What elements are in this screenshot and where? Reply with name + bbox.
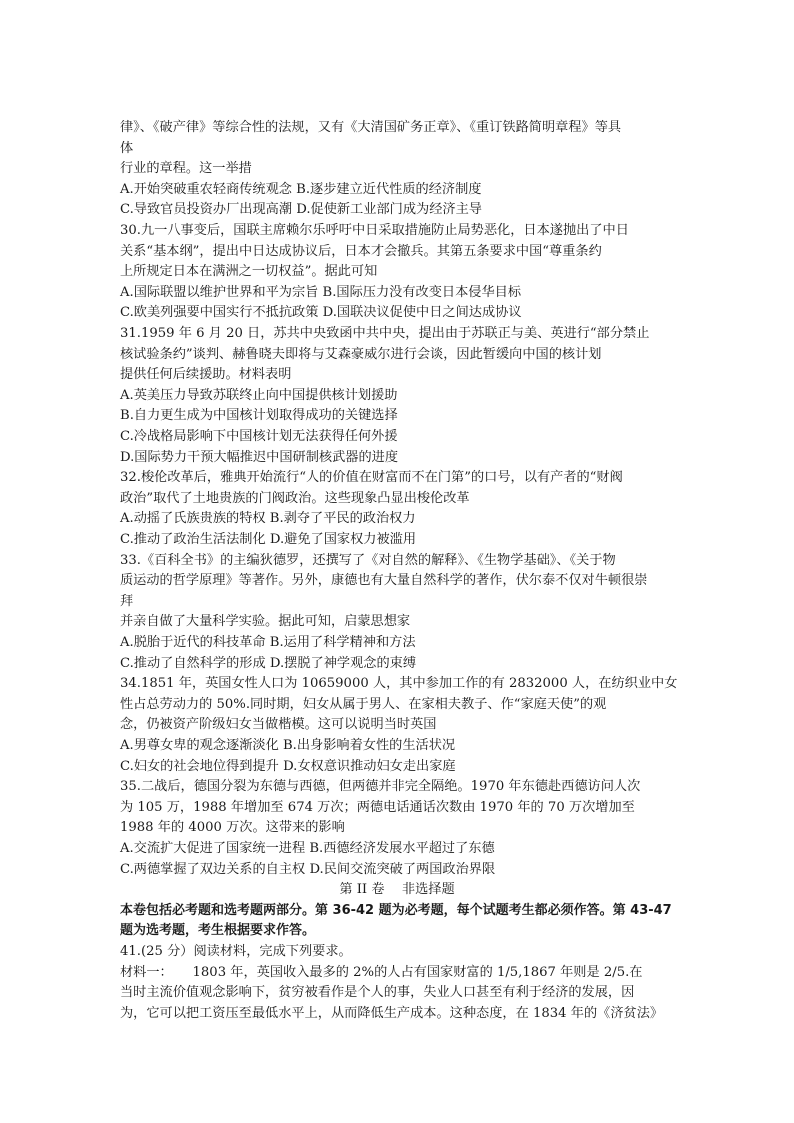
text-line: C.推动了自然科学的形成 D.摆脱了神学观念的束缚 [120, 655, 417, 671]
text-line: C.两德掌握了双边关系的自主权 D.民间交流突破了两国政治界限 [120, 861, 496, 877]
text-line: 41.(25 分）阅读材料，完成下列要求。 [120, 944, 352, 959]
text-line: 32.梭伦改革后，雅典开始流行“人的价值在财富而不在门第”的口号，以有产者的“财阀 [120, 470, 623, 486]
text-line: A.脱胎于近代的科技革命 B.运用了科学精神和方法 [120, 635, 416, 650]
text-line: 题为选考题，考生根据要求作答。 [120, 923, 316, 939]
text-line: 体 [120, 140, 134, 156]
text-line: 核试验条约”谈判、赫鲁晓夫即将与艾森豪威尔进行会谈，因此暂缓向中国的核计划 [120, 346, 602, 362]
text-line: B.自力更生成为中国核计划取得成功的关键选择 [120, 408, 398, 424]
text-line: C.妇女的社会地位得到提升 D.女权意识推动妇女走出家庭 [120, 758, 456, 774]
text-line: 行业的章程。这一举措 [120, 161, 252, 177]
text-line: 当时主流价值观念影响下，贫穷被看作是个人的事，失业人口甚至有利于经济的发展，因 [120, 985, 635, 1001]
text-line: 念，仍被资产阶级妇女当做楷模。这可以说明当时英国 [120, 717, 437, 733]
text-line: A.英美压力导致苏联终止向中国提供核计划援助 [120, 387, 398, 403]
text-line: 33.《百科全书》的主编狄德罗，还撰写了《对自然的解释》、《生物学基础》、《关于物 [120, 552, 616, 568]
text-line: C.冷战格局影响下中国核计划无法获得任何外援 [120, 429, 398, 444]
text-line: 性占总劳动力的 50%.同时期，妇女从属于男人、在家相夫教子、作“家庭天使”的观 [120, 696, 607, 712]
text-line: A.动摇了氏族贵族的特权 B.剥夺了平民的政治权力 [120, 511, 416, 527]
text-line: 34.1851 年，英国女性人口为 10659000 人，其中参加工作的有 2832000 人，在纺织业中女 [120, 676, 678, 692]
text-line: 政治”取代了土地贵族的门阀政治。这些现象凸显出梭伦改革 [120, 490, 470, 506]
text-line: 关系“基本纲”，提出中日达成协议后，日本才会撤兵。其第五条要求中国“尊重条约 [120, 243, 602, 259]
text-line: 31.1959 年 6 月 20 日，苏共中央致函中共中央，提出由于苏联正与美、英进行“部分禁止 [120, 326, 650, 341]
section-heading: 第 II 卷 非选择题 [339, 882, 455, 898]
text-line: 律》、《破产律》等综合性的法规，又有《大清国矿务正章》、《重订铁路简明章程》等具 [120, 120, 622, 135]
text-line: 上所规定日本在满洲之一切权益”。据此可知 [120, 264, 378, 280]
text-line: A.国际联盟以维护世界和平为宗旨 B.国际压力没有改变日本侵华目标 [120, 284, 522, 300]
text-line: A.开始突破重农轻商传统观念 B.逐步建立近代性质的经济制度 [120, 181, 482, 197]
text-line: 并亲自做了大量科学实验。据此可知，启蒙思想家 [120, 614, 411, 630]
text-line: 提供任何后续援助。材料表明 [120, 367, 292, 383]
text-line: 35.二战后，德国分裂为东德与西德，但两德并非完全隔绝。1970 年东德赴西德访问人次 [120, 779, 641, 795]
text-line: C.导致官员投资办厂出现高潮 D.促使新工业部门成为经济主导 [120, 202, 482, 218]
text-line: C.欧美列强要中国实行不抵抗政策 D.国联决议促使中日之间达成协议 [120, 305, 522, 321]
text-line: A.交流扩大促进了国家统一进程 B.西德经济发展水平超过了东德 [120, 841, 495, 856]
text-line: C.推动了政治生活法制化 D.避免了国家权力被滥用 [120, 532, 417, 547]
text-line: D.国际势力干预大幅推迟中国研制核武器的进度 [120, 449, 399, 465]
text-line: A.男尊女卑的观念逐渐淡化 B.出身影响着女性的生活状况 [120, 738, 456, 753]
text-line: 为，它可以把工资压至最低水平上，从而降低生产成本。这种态度，在 1834 年的《济贫法》 [120, 1005, 664, 1021]
text-line: 1988 年的 4000 万次。这带来的影响 [120, 820, 345, 836]
text-line: 30.九一八事变后，国联主席赖尔乐呼吁中日采取措施防止局势恶化，日本遂抛出了中日 [120, 223, 629, 238]
text-line: 拜 [120, 593, 134, 609]
text-line: 为 105 万，1988 年增加至 674 万次；两德电话通话次数由 1970 年的 70 万次增加至 [120, 799, 635, 815]
text-line: 质运动的哲学原理》等著作。另外，康德也有大量自然科学的著作，伏尔泰不仅对牛顿很崇 [120, 573, 648, 589]
text-line: 材料一： 1803 年，英国收入最多的 2%的人占有国家财富的 1/5,1867 年则是 2/5.在 [120, 964, 643, 980]
text-line: 本卷包括必考题和选考题两部分。第 36-42 题为必考题，每个试题考生都必须作答。第 43-47 [120, 902, 672, 918]
